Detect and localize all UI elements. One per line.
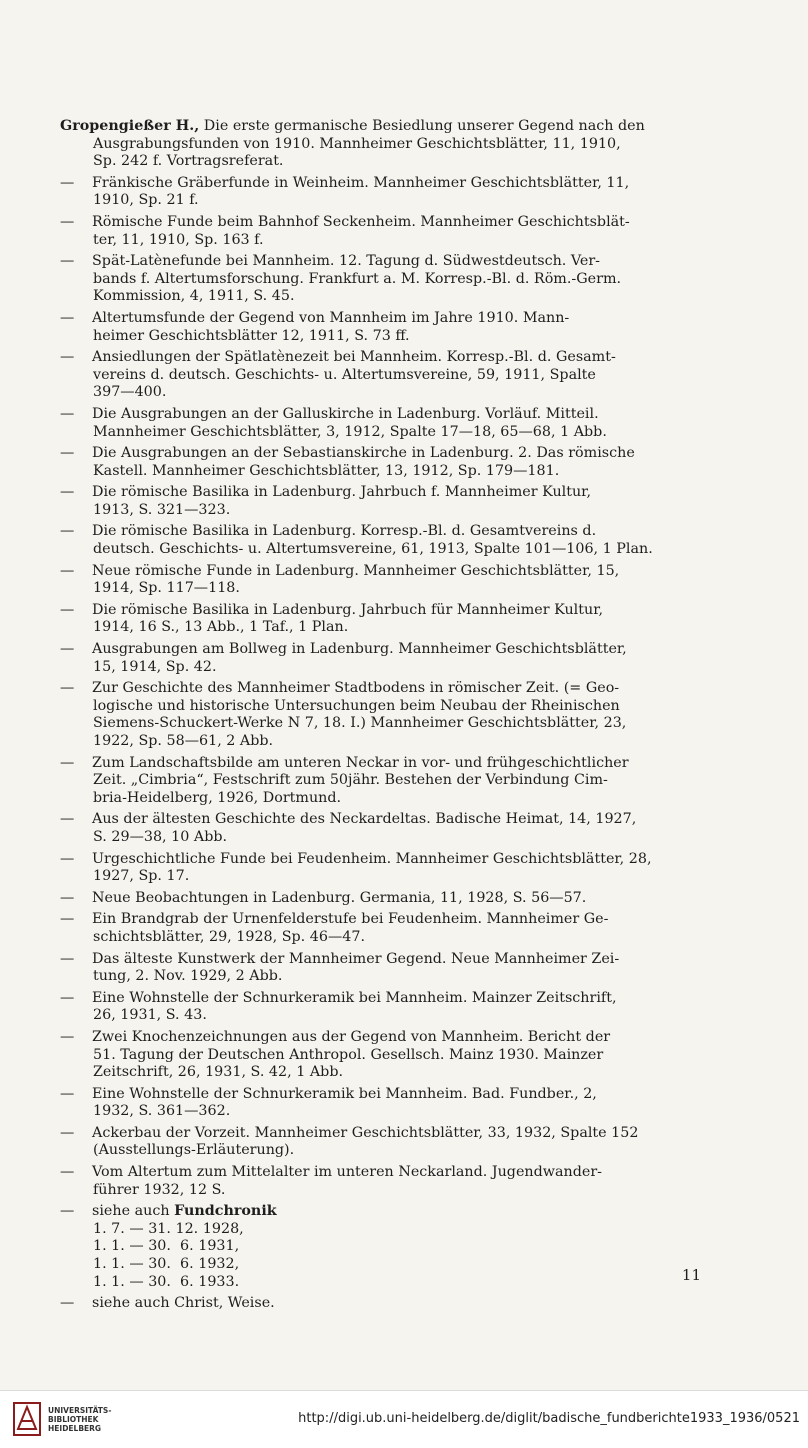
entry-text: Altertumsfunde der Gegend von Mannheim im Jahre 1910. Mann- <box>92 309 570 326</box>
entry-continuation: 1927, Sp. 17. <box>93 868 190 885</box>
university-logo-icon <box>12 1399 42 1439</box>
ditto-dash: — <box>60 213 75 230</box>
source-url-link[interactable]: http://digi.ub.uni-heidelberg.de/diglit/badische_fundberichte1933_1936/0521 <box>298 1411 800 1426</box>
ditto-dash: — <box>60 405 75 422</box>
entry-text: Neue Beobachtungen in Ladenburg. Germania, 11, 1928, S. 56—57. <box>92 889 587 906</box>
ditto-dash: — <box>60 1164 75 1181</box>
entry-continuation: führer 1932, 12 S. <box>93 1181 226 1198</box>
ditto-dash: — <box>60 850 75 867</box>
ditto-dash: — <box>60 1085 75 1102</box>
ditto-dash: — <box>60 253 75 270</box>
entry-text: Ausgrabungen am Bollweg in Ladenburg. Mannheimer Geschichtsblätter, <box>92 641 627 658</box>
ditto-dash: — <box>60 754 75 771</box>
entry-continuation: heimer Geschichtsblätter 12, 1911, S. 73 ff. <box>93 327 410 344</box>
ditto-dash: — <box>60 1295 75 1312</box>
entry-text: Die römische Basilika in Ladenburg. Korresp.-Bl. d. Gesamtvereins d. <box>92 523 597 540</box>
see-also-text: siehe auch Christ, Weise. <box>92 1295 275 1312</box>
ditto-dash: — <box>60 989 75 1006</box>
fundchronik-date: 1. 1. — 30. 6. 1932, <box>93 1256 240 1273</box>
bibliography-entry <box>60 680 710 698</box>
see-also-entry <box>60 1295 710 1313</box>
bibliography-entry <box>60 641 710 659</box>
entry-text: Ansiedlungen der Spätlatènezeit bei Mannheim. Korresp.-Bl. d. Gesamt- <box>92 349 616 366</box>
entry-continuation: logische und historische Untersuchungen beim Neubau der Rheinischen <box>93 697 620 714</box>
entry-text: Ackerbau der Vorzeit. Mannheimer Geschichtsblätter, 33, 1932, Spalte 152 <box>92 1124 639 1141</box>
entry-continuation: Sp. 242 f. Vortragsreferat. <box>93 153 284 170</box>
bibliography-entry <box>60 851 710 869</box>
bibliography-entry <box>60 1125 710 1143</box>
entry-continuation: 15, 1914, Sp. 42. <box>93 658 217 675</box>
bibliography-entry <box>60 811 710 829</box>
entry-text: Die Ausgrabungen an der Galluskirche in Ladenburg. Vorläuf. Mitteil. <box>92 405 599 422</box>
bibliography-entry <box>60 1086 710 1104</box>
entry-continuation: 1914, 16 S., 13 Abb., 1 Taf., 1 Plan. <box>93 619 349 636</box>
ditto-dash: — <box>60 950 75 967</box>
fundchronik-prefix: siehe auch <box>92 1203 170 1220</box>
page-number: 11 <box>681 1266 701 1284</box>
entry-continuation: 26, 1931, S. 43. <box>93 1007 207 1024</box>
bibliography-entry <box>60 951 710 969</box>
entry-text: Das älteste Kunstwerk der Mannheimer Gegend. Neue Mannheimer Zei- <box>92 950 620 967</box>
entry-text: Zum Landschaftsbilde am unteren Neckar in vor- und frühgeschichtlicher <box>92 754 629 771</box>
author-name: Gropengießer H., <box>60 118 200 134</box>
ditto-dash: — <box>60 309 75 326</box>
entry-continuation: deutsch. Geschichts- u. Altertumsvereine, 61, 1913, Spalte 101—106, 1 Plan. <box>93 541 653 558</box>
entry-continuation: 1913, S. 321—323. <box>93 501 231 518</box>
entry-text: Die erste germanische Besiedlung unserer Gegend nach den <box>203 118 645 134</box>
bibliography-entry <box>60 214 710 232</box>
entry-continuation: Kastell. Mannheimer Geschichtsblätter, 13, 1912, Sp. 179—181. <box>93 462 560 479</box>
bibliography-entry <box>60 118 710 136</box>
bibliography-entry <box>60 484 710 502</box>
entry-continuation: Zeitschrift, 26, 1931, S. 42, 1 Abb. <box>93 1064 344 1081</box>
entry-continuation: bria-Heidelberg, 1926, Dortmund. <box>93 789 342 806</box>
entry-continuation: 1932, S. 361—362. <box>93 1103 231 1120</box>
entry-continuation: vereins d. deutsch. Geschichts- u. Altertumsvereine, 59, 1911, Spalte <box>93 366 596 383</box>
ditto-dash: — <box>60 562 75 579</box>
bibliography-entry <box>60 911 710 929</box>
entry-text: Zur Geschichte des Mannheimer Stadtbodens in römischer Zeit. (= Geo- <box>92 680 620 697</box>
entry-text: Vom Altertum zum Mittelalter im unteren Neckarland. Jugendwander- <box>92 1164 603 1181</box>
bibliography-entry <box>60 1029 710 1047</box>
ditto-dash: — <box>60 484 75 501</box>
entry-continuation: bands f. Altertumsforschung. Frankfurt a. M. Korresp.-Bl. d. Röm.-Germ. <box>93 270 622 287</box>
entry-continuation: 1910, Sp. 21 f. <box>93 192 199 209</box>
ditto-dash: — <box>60 811 75 828</box>
library-name: UNIVERSITÄTS- BIBLIOTHEK HEIDELBERG <box>48 1406 112 1433</box>
ditto-dash: — <box>60 601 75 618</box>
footer-bar <box>0 1390 808 1448</box>
entry-text: Eine Wohnstelle der Schnurkeramik bei Mannheim. Bad. Fundber., 2, <box>92 1085 597 1102</box>
entry-text: Eine Wohnstelle der Schnurkeramik bei Mannheim. Mainzer Zeitschrift, <box>92 989 617 1006</box>
entry-continuation: Kommission, 4, 1911, S. 45. <box>93 288 295 305</box>
entry-continuation: 1922, Sp. 58—61, 2 Abb. <box>93 733 274 749</box>
bibliography-entry <box>60 523 710 541</box>
bibliography-entry <box>60 755 710 773</box>
bibliography-entry <box>60 406 710 424</box>
entry-text: Die römische Basilika in Ladenburg. Jahrbuch f. Mannheimer Kultur, <box>92 484 591 501</box>
entry-text: Die Ausgrabungen an der Sebastianskirche in Ladenburg. 2. Das römische <box>92 445 635 462</box>
ditto-dash: — <box>60 174 75 191</box>
bibliography-entry <box>60 175 710 193</box>
bibliography-entry <box>60 990 710 1008</box>
ditto-dash: — <box>60 445 75 462</box>
entry-text: Urgeschichtliche Funde bei Feudenheim. Mannheimer Geschichtsblätter, 28, <box>92 850 652 867</box>
entry-text: Fränkische Gräberfunde in Weinheim. Mannheimer Geschichtsblätter, 11, <box>92 174 630 191</box>
bibliography-entry <box>60 445 710 463</box>
bibliography-entry <box>60 349 710 367</box>
bibliography-entry <box>60 890 710 908</box>
fundchronik-date: 1. 1. — 30. 6. 1931, <box>93 1238 240 1255</box>
entry-text: Römische Funde beim Bahnhof Seckenheim. Mannheimer Geschichtsblät- <box>92 213 630 230</box>
entry-continuation: Ausgrabungsfunden von 1910. Mannheimer Geschichtsblätter, 11, 1910, <box>93 135 621 152</box>
ditto-dash: — <box>60 1124 75 1141</box>
fundchronik-title: Fundchronik <box>174 1203 277 1220</box>
fundchronik-date: 1. 7. — 31. 12. 1928, <box>93 1220 244 1237</box>
bibliography-entry <box>60 602 710 620</box>
entry-continuation: 1914, Sp. 117—118. <box>93 580 240 597</box>
ditto-dash: — <box>60 523 75 540</box>
entry-continuation: Zeit. „Cimbria“, Festschrift zum 50jähr. Bestehen der Verbindung Cim- <box>93 772 608 789</box>
entry-text: Zwei Knochenzeichnungen aus der Gegend von Mannheim. Bericht der <box>92 1028 611 1045</box>
ditto-dash: — <box>60 1028 75 1045</box>
bibliography-entry <box>60 563 710 581</box>
entry-continuation: tung, 2. Nov. 1929, 2 Abb. <box>93 968 283 985</box>
ditto-dash: — <box>60 680 75 697</box>
entry-continuation: 397—400. <box>93 384 167 401</box>
ditto-dash: — <box>60 641 75 658</box>
entry-continuation: Siemens-Schuckert-Werke N 7, 18. I.) Mannheimer Geschichtsblätter, 23, <box>93 715 627 732</box>
entry-continuation: schichtsblätter, 29, 1928, Sp. 46—47. <box>93 928 365 945</box>
entry-continuation: S. 29—38, 10 Abb. <box>93 828 228 845</box>
entry-text: Die römische Basilika in Ladenburg. Jahrbuch für Mannheimer Kultur, <box>92 601 604 618</box>
bibliography-entry <box>60 1164 710 1182</box>
entry-text: Neue römische Funde in Ladenburg. Mannheimer Geschichtsblätter, 15, <box>92 562 620 579</box>
ditto-dash: — <box>60 889 75 906</box>
fundchronik-date: 1. 1. — 30. 6. 1933. <box>93 1273 240 1290</box>
bibliography-entry <box>60 253 710 271</box>
ditto-dash: — <box>60 911 75 928</box>
entry-continuation: 51. Tagung der Deutschen Anthropol. Gesellsch. Mainz 1930. Mainzer <box>93 1046 604 1063</box>
bibliography-entry <box>60 310 710 328</box>
ditto-dash: — <box>60 349 75 366</box>
entry-continuation: ter, 11, 1910, Sp. 163 f. <box>93 231 264 248</box>
fundchronik-entry <box>60 1203 710 1221</box>
entry-text: Spät-Latènefunde bei Mannheim. 12. Tagung d. Südwestdeutsch. Ver- <box>92 253 601 270</box>
bibliography-list <box>60 118 710 1313</box>
entry-continuation: Mannheimer Geschichtsblätter, 3, 1912, Spalte 17—18, 65—68, 1 Abb. <box>93 423 607 440</box>
entry-text: Aus der ältesten Geschichte des Neckardeltas. Badische Heimat, 14, 1927, <box>92 811 637 828</box>
ditto-dash: — <box>60 1203 75 1220</box>
entry-continuation: (Ausstellungs-Erläuterung). <box>93 1142 295 1159</box>
entry-text: Ein Brandgrab der Urnenfelderstufe bei Feudenheim. Mannheimer Ge- <box>92 911 609 928</box>
